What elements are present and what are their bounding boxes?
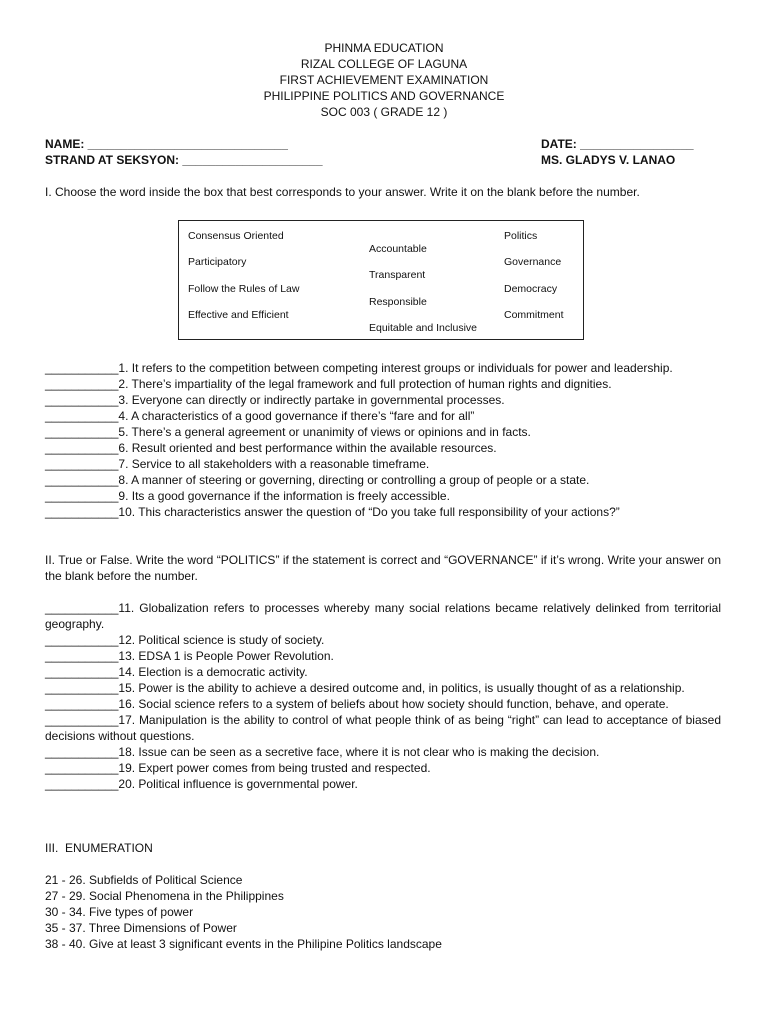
question-item: ___________18. Issue can be seen as a secretive face, where it is not clear who is making the decision. bbox=[45, 745, 600, 759]
part2-instruction: II. True or False. Write the word “POLITICS” if the statement is correct and “GOVERNANCE” if it’s wrong. Write your answer on the blank before the number. bbox=[45, 553, 721, 583]
enumeration-list bbox=[45, 872, 721, 952]
part3-title: III. ENUMERATION bbox=[45, 841, 153, 855]
course-code: SOC 003 ( GRADE 12 ) bbox=[320, 105, 448, 119]
question-item: ___________17. Manipulation is the ability to control of what people think of as being “right” can lead to acceptance of biased decisions without questions. bbox=[45, 713, 721, 743]
word-choice: Governance bbox=[504, 256, 562, 268]
question-item: ___________4. A characteristics of a good governance if there’s “fare and for all” bbox=[45, 409, 475, 423]
question-item: ___________1. It refers to the competition between competing interest groups or individuals for power and leadership. bbox=[45, 361, 673, 375]
teacher-name: MS. GLADYS V. LANAO bbox=[541, 153, 676, 167]
word-choice: Follow the Rules of Law bbox=[188, 283, 300, 295]
question-item: ___________12. Political science is study of society. bbox=[45, 633, 325, 647]
enumeration-item: 27 - 29. Social Phenomena in the Philippines bbox=[45, 889, 284, 903]
subject-title: PHILIPPINE POLITICS AND GOVERNANCE bbox=[263, 89, 505, 103]
question-item: ___________13. EDSA 1 is People Power Revolution. bbox=[45, 649, 334, 663]
question-item: ___________6. Result oriented and best performance within the available resources. bbox=[45, 441, 497, 455]
question-item: ___________11. Globalization refers to processes whereby many social relations became relatively delinked from territorial geography. bbox=[45, 601, 721, 631]
date-field[interactable]: DATE: _________________ bbox=[541, 137, 694, 151]
part2-questions bbox=[45, 600, 721, 792]
word-choice: Effective and Efficient bbox=[188, 309, 289, 321]
student-info bbox=[45, 136, 323, 168]
institution-name: PHINMA EDUCATION bbox=[324, 41, 444, 55]
word-choice: Equitable and Inclusive bbox=[369, 322, 477, 334]
name-field[interactable]: NAME: ______________________________ bbox=[45, 137, 288, 151]
strand-field[interactable]: STRAND AT SEKSYON: _____________________ bbox=[45, 153, 323, 167]
question-item: ___________15. Power is the ability to achieve a desired outcome and, in politics, is usually thought of as a relationship. bbox=[45, 681, 685, 695]
college-name: RIZAL COLLEGE OF LAGUNA bbox=[300, 57, 468, 71]
enumeration-item: 30 - 34. Five types of power bbox=[45, 905, 194, 919]
exam-header bbox=[0, 40, 768, 120]
word-choice: Commitment bbox=[504, 309, 564, 321]
word-choice: Responsible bbox=[369, 296, 427, 308]
part1-questions bbox=[45, 360, 721, 520]
word-choice: Participatory bbox=[188, 256, 247, 268]
enumeration-item: 35 - 37. Three Dimensions of Power bbox=[45, 921, 237, 935]
question-item: ___________7. Service to all stakeholders with a reasonable timeframe. bbox=[45, 457, 430, 471]
word-choice: Transparent bbox=[369, 269, 426, 281]
part1-instruction: I. Choose the word inside the box that best corresponds to your answer. Write it on the blank before the number. bbox=[45, 185, 640, 199]
question-item: ___________9. Its a good governance if the information is freely accessible. bbox=[45, 489, 450, 503]
question-item: ___________10. This characteristics answer the question of “Do you take full responsibility of your actions?” bbox=[45, 505, 620, 519]
exam-title: FIRST ACHIEVEMENT EXAMINATION bbox=[279, 73, 489, 87]
question-item: ___________20. Political influence is governmental power. bbox=[45, 777, 358, 791]
question-item: ___________5. There’s a general agreement or unanimity of views or opinions and in facts. bbox=[45, 425, 531, 439]
question-item: ___________8. A manner of steering or governing, directing or controlling a group of people or a state. bbox=[45, 473, 590, 487]
word-choice: Democracy bbox=[504, 283, 558, 295]
word-choice: Politics bbox=[504, 230, 538, 242]
question-item: ___________3. Everyone can directly or indirectly partake in governmental processes. bbox=[45, 393, 505, 407]
question-item: ___________2. There’s impartiality of the legal framework and full protection of human rights and dignities. bbox=[45, 377, 612, 391]
enumeration-item: 38 - 40. Give at least 3 significant events in the Philipine Politics landscape bbox=[45, 937, 442, 951]
word-choice: Accountable bbox=[369, 243, 427, 255]
question-item: ___________16. Social science refers to a system of beliefs about how society should function, behave, and operate. bbox=[45, 697, 669, 711]
exam-info bbox=[541, 136, 694, 168]
word-choice: Consensus Oriented bbox=[188, 230, 284, 242]
enumeration-item: 21 - 26. Subfields of Political Science bbox=[45, 873, 243, 887]
question-item: ___________14. Election is a democratic activity. bbox=[45, 665, 308, 679]
word-choice-box bbox=[178, 220, 584, 340]
question-item: ___________19. Expert power comes from being trusted and respected. bbox=[45, 761, 431, 775]
